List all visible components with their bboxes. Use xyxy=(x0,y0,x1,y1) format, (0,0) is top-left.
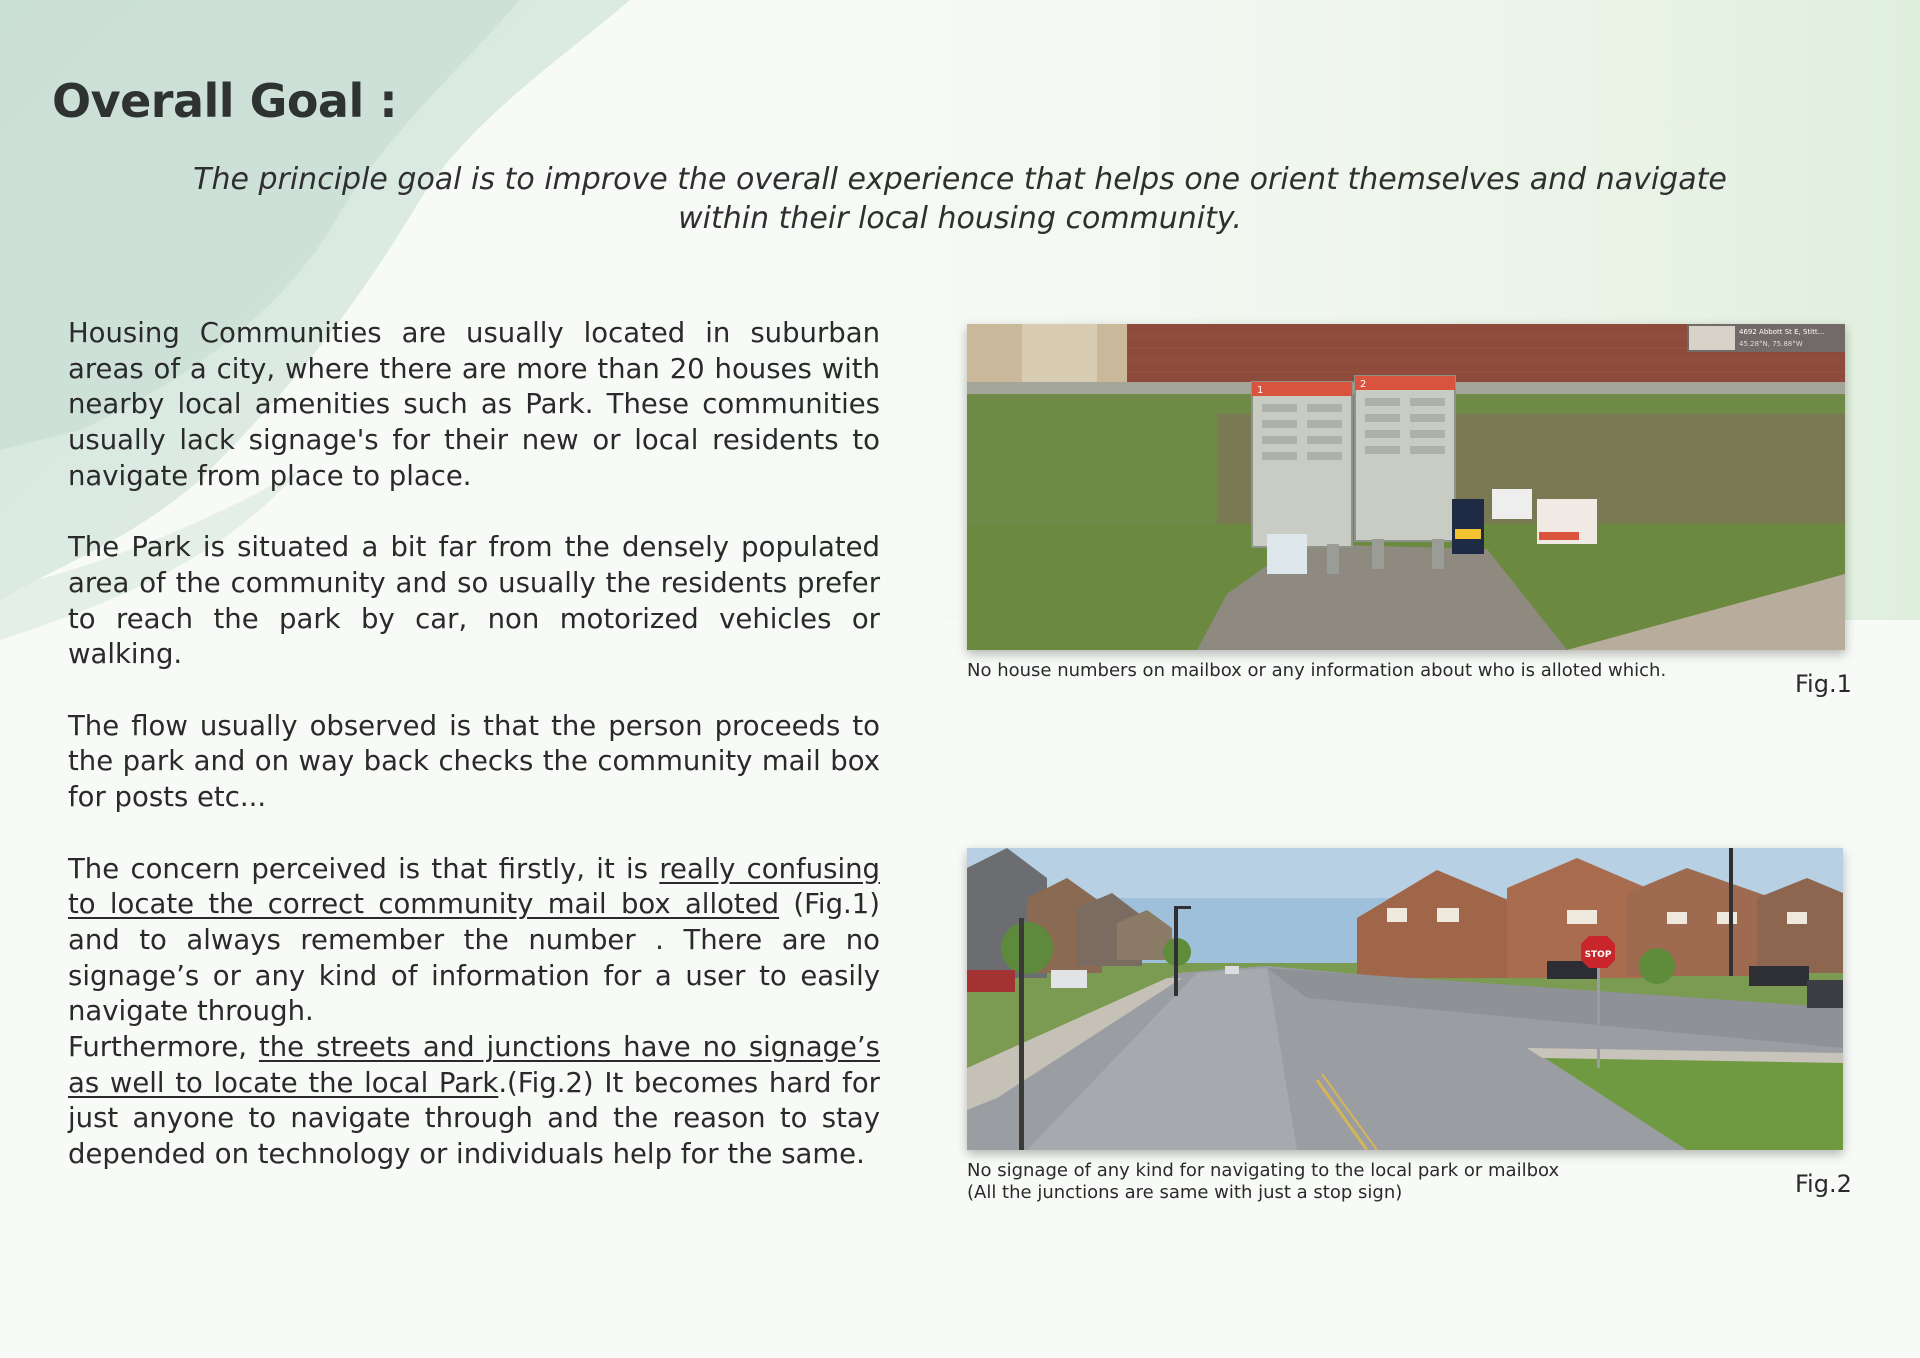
paragraph-furthermore xyxy=(68,1030,880,1173)
figure-2-label: Fig.2 xyxy=(1795,1170,1852,1198)
paragraph-concern xyxy=(68,852,880,1031)
figure-2-caption-line-1: No signage of any kind for navigating to the local park or mailbox xyxy=(967,1160,1560,1181)
figure-2-caption-line-2: (All the junctions are same with just a stop sign) xyxy=(967,1182,1403,1203)
figure-2-street-photo xyxy=(967,848,1843,1150)
furthermore-underlined: the streets and junctions have no signage’s as well to locate the local Park xyxy=(68,1031,880,1099)
photo-address-overlay: 4692 Abbott St E, Stitt... xyxy=(1739,328,1825,336)
paragraph-usage-flow: The flow usually observed is that the person proceeds to the park and on way back checks the community mail box for posts etc... xyxy=(68,709,880,814)
paragraph-housing-communities: Housing Communities are usually located in suburban areas of a city, where there are more than 20 houses with nearby local amenities such as Park. These communities usually lack signage's for their new or local residents to navigate from place to place. xyxy=(68,317,880,492)
page-title: Overall Goal : xyxy=(52,74,398,128)
concern-text-end: (Fig.1) and to always remember the number . There are no signage’s or any kind of information for a user to easily navigate through. xyxy=(68,888,880,1028)
concern-text-start: The concern perceived is that firstly, it is xyxy=(68,852,660,885)
figure-1-label: Fig.1 xyxy=(1795,670,1852,698)
mailbox-2-number: 2 xyxy=(1360,379,1367,390)
goal-statement: The principle goal is to improve the overall experience that helps one orient themselves and navigate within their local housing community. xyxy=(193,162,1727,236)
concern-underlined: really confusing to locate the correct community mail box alloted xyxy=(68,852,881,921)
body-text xyxy=(68,316,880,1173)
figure-1-caption: No house numbers on mailbox or any information about who is alloted which. xyxy=(967,660,1667,681)
figure-2-caption xyxy=(967,1160,1559,1204)
photo-coords-overlay: 45.28°N, 75.88°W xyxy=(1739,340,1803,348)
figure-1-mailbox-photo xyxy=(967,324,1845,650)
stop-sign-text: STOP xyxy=(1584,950,1612,960)
paragraph-park-location: The Park is situated a bit far from the densely populated area of the community and so usually the residents prefer to reach the park by car, non motorized vehicles or walking. xyxy=(68,531,880,671)
furthermore-text-start: Furthermore, xyxy=(68,1031,259,1064)
mailbox-1-number: 1 xyxy=(1257,385,1264,396)
furthermore-text-end: .(Fig.2) It becomes hard for just anyone to navigate through and the reason to stay depended on technology or individuals help for the same. xyxy=(68,1066,880,1171)
